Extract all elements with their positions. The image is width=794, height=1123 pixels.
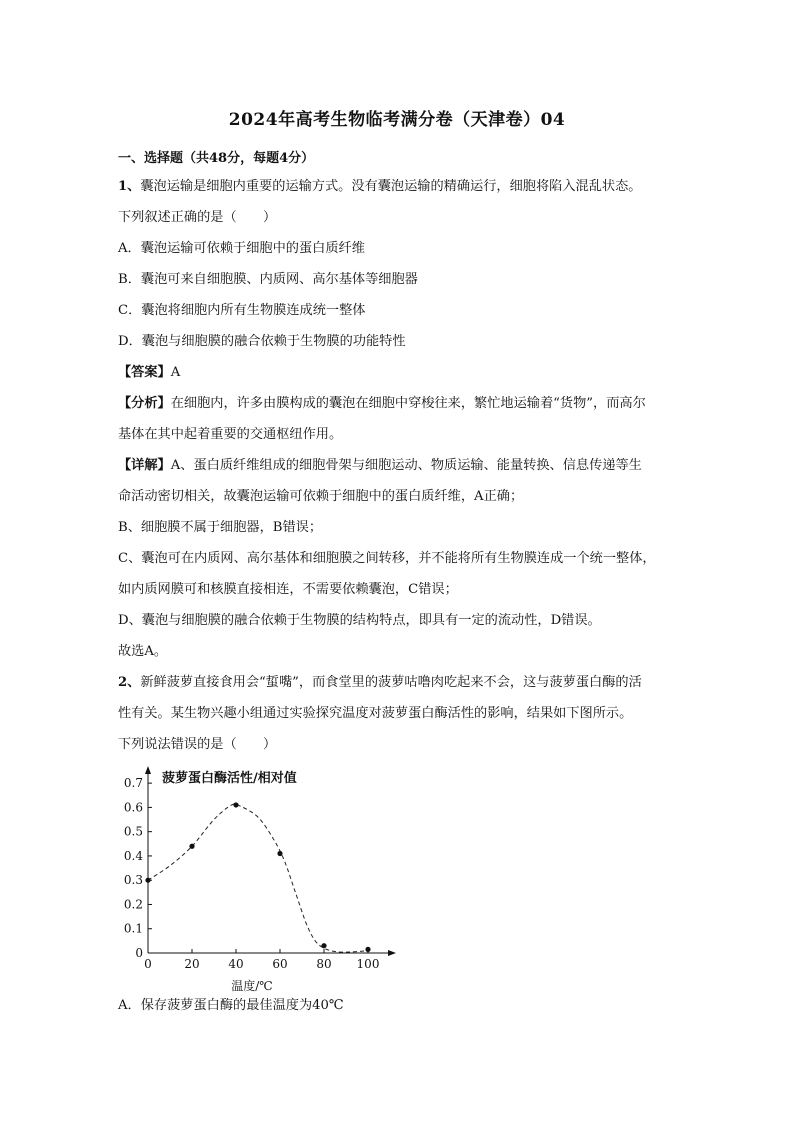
q2-number: 2、 [118, 675, 141, 690]
x-tick-label: 40 [228, 957, 244, 971]
q2-stem-line-2: 性有关。某生物兴趣小组通过实验探究温度对菠萝蛋白酶活性的影响，结果如下图所示。 [118, 706, 633, 721]
data-point [321, 943, 326, 948]
enzyme-activity-chart [118, 762, 418, 992]
x-tick-label: 80 [316, 957, 332, 971]
x-tick-label: 0 [144, 957, 152, 971]
analysis-text-1: 在细胞内，许多由膜构成的囊泡在细胞中穿梭往来，繁忙地运输着“货物”，而高尔 [170, 396, 646, 411]
x-tick-label: 20 [184, 957, 200, 971]
data-point [145, 878, 150, 883]
q1-detail-line-2: 命活动密切相关，故囊泡运输可依赖于细胞中的蛋白质纤维，A正确； [118, 489, 524, 504]
detail-text-1: A、蛋白质纤维组成的细胞骨架与细胞运动、物质运输、能量转换、信息传递等生 [170, 458, 642, 473]
data-point [233, 802, 238, 807]
q1-option-a: A．囊泡运输可依赖于细胞中的蛋白质纤维 [118, 241, 365, 256]
q1-option-c: C．囊泡将细胞内所有生物膜连成统一整体 [118, 303, 366, 318]
y-tick-label: 0.4 [123, 848, 143, 863]
q1-stem-text-1: 囊泡运输是细胞内重要的运输方式。没有囊泡运输的精确运行，细胞将陷入混乱状态。 [140, 179, 642, 194]
chart-ticks [124, 776, 380, 971]
chart-points [145, 802, 370, 952]
q2-stem-text-1: 新鲜菠萝直接食用会“蜇嘴”，而食堂里的菠萝咕噜肉吃起来不会，这与菠萝蛋白酶的活 [140, 675, 642, 690]
y-tick-label: 0.6 [123, 800, 143, 815]
y-axis-arrow [145, 766, 151, 774]
q1-detail-line-1 [118, 457, 698, 475]
q1-stem-line-1 [118, 178, 698, 196]
x-tick-label: 60 [272, 957, 288, 971]
y-tick-label: 0.7 [123, 776, 143, 791]
q1-detail-line-3: B、细胞膜不属于细胞器，B错误； [118, 520, 323, 535]
y-tick-label: 0 [135, 946, 143, 960]
chart-axes [145, 766, 396, 956]
y-tick-label: 0.5 [123, 824, 143, 839]
q1-option-d: D．囊泡与细胞膜的融合依赖于生物膜的功能特性 [118, 334, 406, 349]
q2-stem-line-3: 下列说法错误的是（ ） [118, 737, 277, 752]
section-heading: 一、选择题（共48分，每题4分） [118, 151, 315, 166]
q1-detail-line-5: 如内质网膜可和核膜直接相连，不需要依赖囊泡，C错误； [118, 582, 458, 597]
chart-x-label: 温度/℃ [231, 979, 273, 992]
chart-y-label: 菠萝蛋白酶活性/相对值 [162, 771, 297, 786]
q1-conclusion: 故选A。 [118, 644, 168, 659]
y-tick-label: 0.2 [123, 897, 143, 912]
page-title: 2024年高考生物临考满分卷（天津卷）04 [228, 110, 566, 130]
q1-number: 1、 [118, 179, 141, 194]
y-tick-label: 0.1 [123, 921, 143, 936]
data-point [365, 947, 370, 952]
answer-tag: 【答案】 [118, 365, 171, 380]
q2-option-a: A．保存菠萝蛋白酶的最佳温度为40℃ [118, 998, 344, 1013]
q1-option-b: B．囊泡可来自细胞膜、内质网、高尔基体等细胞器 [118, 272, 418, 287]
detail-tag: 【详解】 [118, 458, 171, 473]
y-tick-label: 0.3 [123, 873, 143, 888]
data-point [189, 844, 194, 849]
q1-detail-line-6: D、囊泡与细胞膜的融合依赖于生物膜的结构特点，即具有一定的流动性，D错误。 [118, 613, 601, 628]
data-point [277, 851, 282, 856]
x-tick-label: 100 [356, 957, 380, 971]
activity-curve [148, 804, 368, 952]
q1-analysis-line-1 [118, 395, 698, 413]
x-axis-arrow [388, 950, 396, 956]
q1-analysis-line-2: 基体在其中起着重要的交通枢纽作用。 [118, 427, 343, 442]
q2-stem-line-1 [118, 674, 698, 692]
q1-answer [118, 364, 698, 382]
analysis-tag: 【分析】 [118, 396, 171, 411]
answer-value: A [170, 365, 181, 380]
q1-detail-line-4: C、囊泡可在内质网、高尔基体和细胞膜之间转移，并不能将所有生物膜连成一个统一整体， [118, 551, 656, 566]
q1-stem-line-2: 下列叙述正确的是（ ） [118, 210, 277, 225]
